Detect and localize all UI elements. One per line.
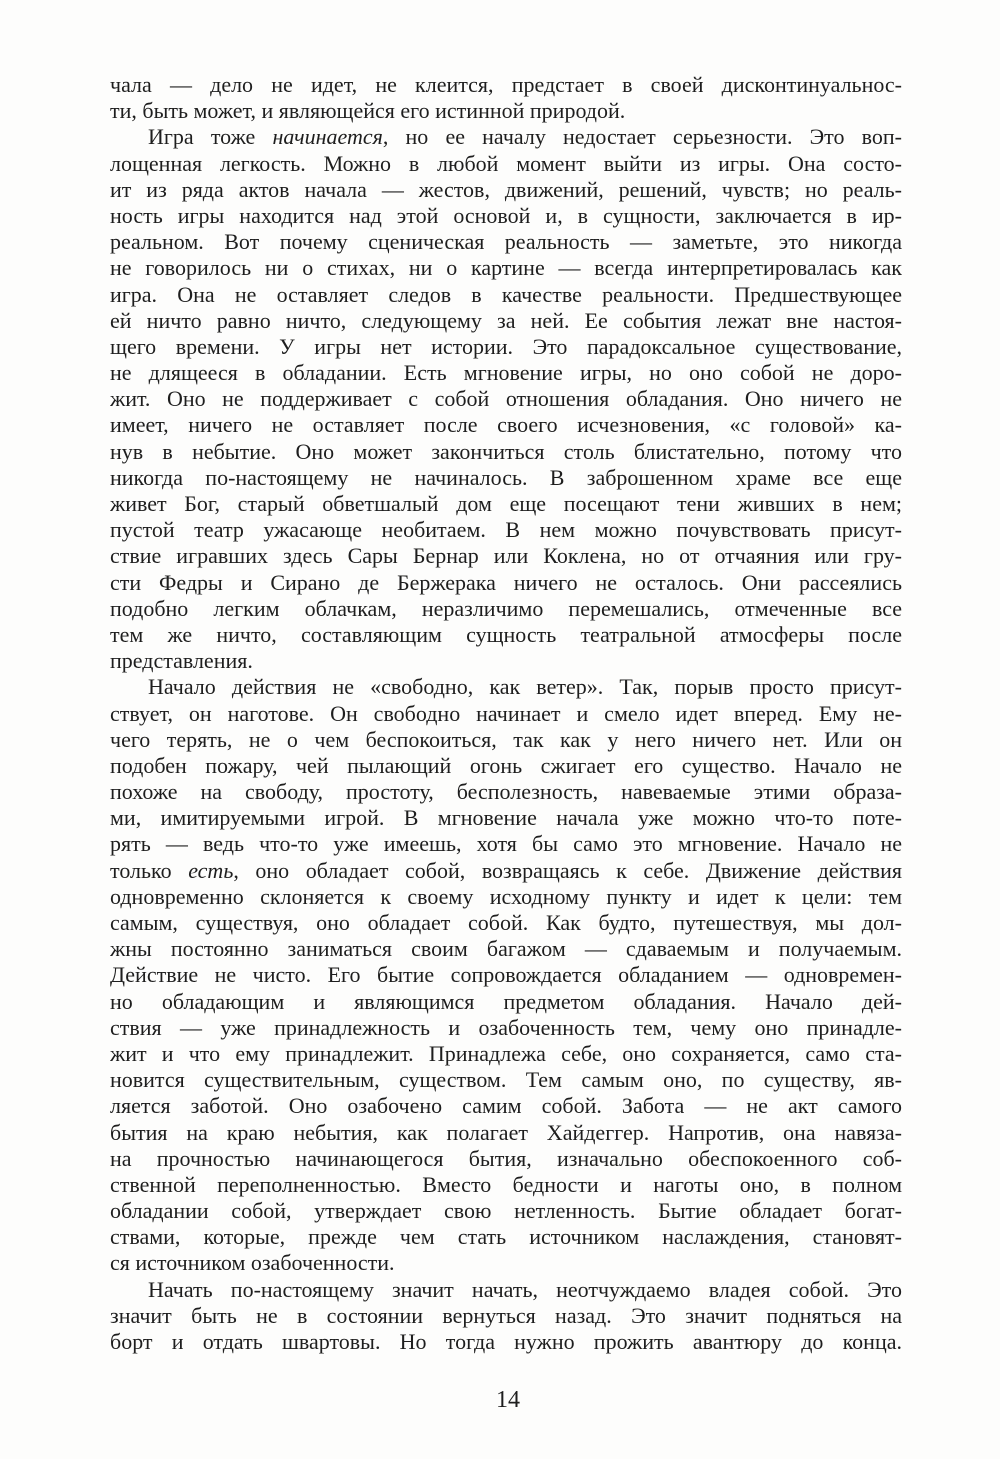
- text-line: борт и отдать швартовы. Но тогда нужно прожить авантюру до конца.: [110, 1329, 902, 1354]
- paragraph-3: [110, 674, 902, 1276]
- text-line: жит и что ему принадлежит. Принадлежа себе, оно сохраняется, само ста-: [110, 1040, 902, 1066]
- text-line: ит из ряда актов начала — жестов, движений, решений, чувств; но реаль-: [110, 176, 902, 202]
- text-line: не говорилось ни о стихах, ни о картине — всегда интерпретировалась как: [110, 255, 902, 281]
- text-line: подобен пожару, чей пылающий огонь сжигает его существо. Начало не: [110, 752, 902, 778]
- text-line: обладании собой, утверждает свою нетленность. Бытие обладает богат-: [110, 1198, 902, 1224]
- text-line: чала — дело не идет, не клеится, предстает в своей дисконтинуальнос-: [110, 72, 902, 97]
- italic-term: начинается: [272, 124, 383, 150]
- text-line: [110, 124, 902, 150]
- paragraph-1: [110, 72, 902, 124]
- text-line: Начало действия не «свободно, как ветер». Так, порыв просто присут-: [148, 674, 902, 700]
- text-line: чего терять, не о чем беспокоиться, так как у него ничего нет. Или он: [110, 726, 902, 752]
- text-line: ственной переполненностью. Вместо бедности и наготы оно, в полном: [110, 1171, 902, 1197]
- text-line: имеет, ничего не оставляет после своего исчезновения, «с головой» ка-: [110, 412, 902, 438]
- text-line: самым, существуя, оно обладает собой. Как будто, путешествуя, мы дол-: [110, 910, 902, 935]
- text-line: представления.: [110, 648, 253, 674]
- text-line: [110, 858, 902, 884]
- text-line: ствами, которые, прежде чем стать источником наслаждения, становят-: [110, 1224, 902, 1250]
- text-line: игра. Она не оставляет следов в качестве реальности. Предшествующее: [110, 281, 902, 307]
- page-body: [110, 72, 902, 1355]
- text-line: но обладающим и являющимся предметом обладания. Начало дей-: [110, 988, 902, 1014]
- text-segment: , оно обладает собой, возвращаясь к себе. Движение действия: [233, 857, 902, 883]
- text-line: ствие игравших здесь Сары Бернар или Коклена, но от отчаяния или гру-: [110, 543, 902, 569]
- text-line: пустой театр ужасающе необитаем. В нем можно почувствовать присут-: [110, 517, 902, 543]
- text-segment: Игра тоже: [148, 124, 273, 150]
- italic-term: есть: [188, 857, 234, 883]
- text-line: жны постоянно заниматься своим багажом — сдаваемым и получаемым.: [110, 936, 902, 962]
- text-line: Начать по-настоящему значит начать, неотчуждаемо владея собой. Это: [148, 1276, 902, 1302]
- text-line: ляется заботой. Оно озабочено самим собой. Забота — не акт самого: [110, 1093, 902, 1119]
- page-number: 14: [496, 1387, 520, 1413]
- text-line: щего времени. У игры нет истории. Это парадоксальное существование,: [110, 333, 902, 359]
- text-line: подобно легким облачкам, неразличимо перемешались, отмеченные все: [110, 595, 902, 621]
- text-line: значит быть не в состоянии вернуться назад. Это значит подняться на: [110, 1302, 902, 1328]
- text-line: ствует, он наготове. Он свободно начинает и смело идет вперед. Ему не-: [110, 700, 902, 726]
- text-segment: только: [110, 857, 189, 883]
- text-line: ствия — уже принадлежность и озабоченность тем, чему оно принадле-: [110, 1014, 902, 1040]
- text-line: реальном. Вот почему сценическая реальность — заметьте, это никогда: [110, 229, 902, 255]
- text-line: рять — ведь что-то уже имеешь, хотя бы само это мгновение. Начало не: [110, 831, 902, 857]
- text-line: Действие не чисто. Его бытие сопровождается обладанием — одновремен-: [110, 962, 902, 988]
- text-line: бытия на краю небытия, как полагает Хайдеггер. Напротив, она навяза-: [110, 1119, 902, 1145]
- text-line: ми, имитируемыми игрой. В мгновение начала уже можно что-то поте-: [110, 805, 902, 831]
- text-line: тем же ничто, составляющим сущность театральной атмосферы после: [110, 621, 902, 647]
- text-line: не длящееся в обладании. Есть мгновение игры, но оно собой не доро-: [110, 360, 902, 386]
- text-line: сти Федры и Сирано де Бержерака ничего не осталось. Они рассеялись: [110, 569, 902, 595]
- text-line: ся источником озабоченности.: [110, 1250, 395, 1276]
- text-line: ность игры находится над этой основой и, в сущности, заключается в ир-: [110, 202, 902, 228]
- paragraph-4: [110, 1277, 902, 1356]
- text-line: ти, быть может, и являющейся его истинной природой.: [110, 98, 626, 124]
- paragraph-2: [110, 124, 902, 674]
- text-line: похоже на свободу, простоту, бесполезность, навеваемые этими образа-: [110, 779, 902, 805]
- text-line: лощенная легкость. Можно в любой момент выйти из игры. Она состо-: [110, 150, 902, 176]
- text-line: жит. Оно не поддерживает с собой отношения обладания. Оно ничего не: [110, 386, 902, 412]
- text-line: новится существительным, существом. Тем самым оно, по существу, яв-: [110, 1067, 902, 1093]
- text-line: на прочностью начинающегося бытия, изначально обеспокоенного соб-: [110, 1145, 902, 1171]
- text-line: ей ничто равно ничто, следующему за ней. Ее события лежат вне настоя-: [110, 307, 902, 333]
- text-line: одновременно склоняется к своему исходному пункту и идет к цели: тем: [110, 883, 902, 909]
- text-line: нув в небытие. Оно может закончиться столь блистательно, потому что: [110, 438, 902, 464]
- text-segment: , но ее началу недостает серьезности. Это воп-: [382, 124, 902, 150]
- text-line: живет Бог, старый обветшалый дом еще посещают тени живших в нем;: [110, 491, 902, 516]
- text-line: никогда по-настоящему не начиналось. В заброшенном храме все еще: [110, 464, 902, 490]
